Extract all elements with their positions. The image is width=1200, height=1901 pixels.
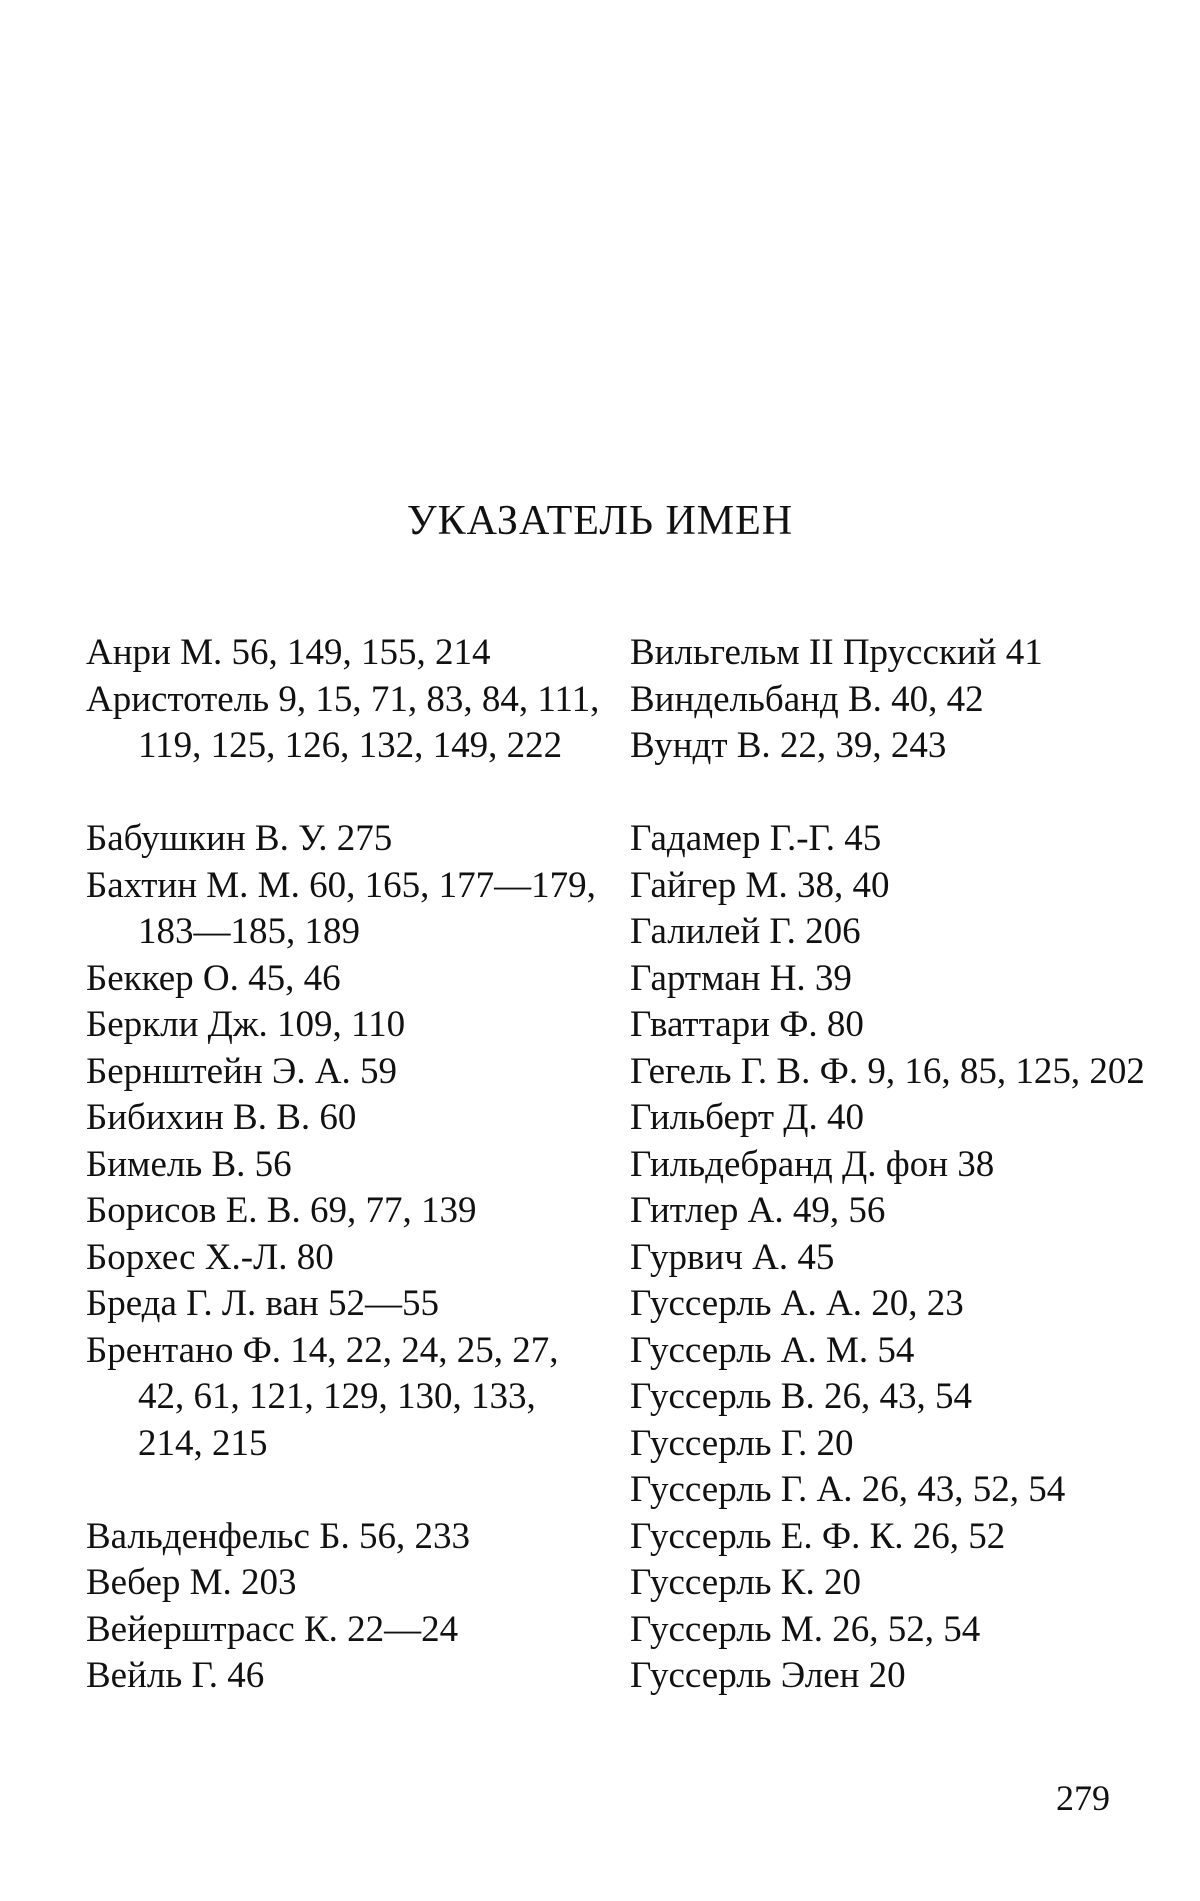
index-entry: Гильдебранд Д. фон 38 — [630, 1143, 995, 1185]
index-entry: Вальденфельс Б. 56, 233 — [86, 1515, 470, 1557]
index-entry: Бибихин В. В. 60 — [86, 1097, 357, 1138]
index-entry: Бимель В. 56 — [86, 1143, 292, 1185]
index-entry: Анри М. 56, 149, 155, 214 — [86, 632, 491, 673]
index-entry: Виндельбанд В. 40, 42 — [630, 678, 984, 720]
index-entry: Беккер О. 45, 46 — [86, 957, 341, 999]
index-entry: Вейль Г. 46 — [86, 1655, 265, 1696]
page-number: 279 — [1056, 1778, 1110, 1818]
index-entry: Гуссерль А. А. 20, 23 — [630, 1283, 964, 1324]
index-entry: Гитлер А. 49, 56 — [630, 1190, 886, 1231]
index-entry: Гуссерль А. М. 54 — [630, 1329, 915, 1371]
index-entry: Борхес Х.-Л. 80 — [86, 1236, 334, 1278]
index-column-right — [630, 630, 1150, 1700]
index-entry: Вильгельм II Прусский 41 — [630, 632, 1043, 673]
index-entry: Гегель Г. В. Ф. 9, 16, 85, 125, 202 — [630, 1050, 1145, 1092]
index-entry: Борисов Е. В. 69, 77, 139 — [86, 1190, 477, 1231]
index-entry: Брентано Ф. 14, 22, 24, 25, 27, 42, 61, 121, 129, 130, 133, 214, 215 — [86, 1329, 559, 1464]
index-entry: Бабушкин В. У. 275 — [86, 818, 393, 859]
index-entry: Гуссерль Г. 20 — [630, 1422, 854, 1464]
index-entry: Вебер М. 203 — [86, 1562, 297, 1603]
index-entry: Гуссерль К. 20 — [630, 1562, 861, 1603]
index-entry: Бреда Г. Л. ван 52—55 — [86, 1283, 439, 1324]
index-entry: Гуссерль Г. А. 26, 43, 52, 54 — [630, 1469, 1066, 1510]
index-entry: Гуссерль Элен 20 — [630, 1655, 906, 1696]
index-entry: Галилей Г. 206 — [630, 911, 861, 952]
index-entry: Гваттари Ф. 80 — [630, 1004, 864, 1045]
index-entry: Беркли Дж. 109, 110 — [86, 1004, 406, 1045]
page-title: УКАЗАТЕЛЬ ИМЕН — [406, 498, 794, 544]
index-entry: Гуссерль В. 26, 43, 54 — [630, 1376, 972, 1417]
index-entry: Вейерштрасс К. 22—24 — [86, 1608, 459, 1650]
index-entry: Гайгер М. 38, 40 — [630, 864, 890, 906]
index-entry: Гартман Н. 39 — [630, 957, 852, 999]
index-entry: Бахтин М. М. 60, 165, 177—179, 183—185, 189 — [86, 864, 596, 952]
index-entry: Бернштейн Э. А. 59 — [86, 1050, 398, 1092]
index-entry: Гадамер Г.-Г. 45 — [630, 818, 882, 859]
index-entry: Аристотель 9, 15, 71, 83, 84, 111, 119, 125, 126, 132, 149, 222 — [86, 678, 600, 766]
index-entry: Гильберт Д. 40 — [630, 1097, 865, 1138]
index-entry: Гуссерль Е. Ф. К. 26, 52 — [630, 1515, 1006, 1557]
index-entry: Гурвич А. 45 — [630, 1236, 835, 1278]
index-column-left — [86, 630, 606, 1700]
index-entry: Вундт В. 22, 39, 243 — [630, 725, 947, 766]
index-entry: Гуссерль М. 26, 52, 54 — [630, 1608, 981, 1650]
